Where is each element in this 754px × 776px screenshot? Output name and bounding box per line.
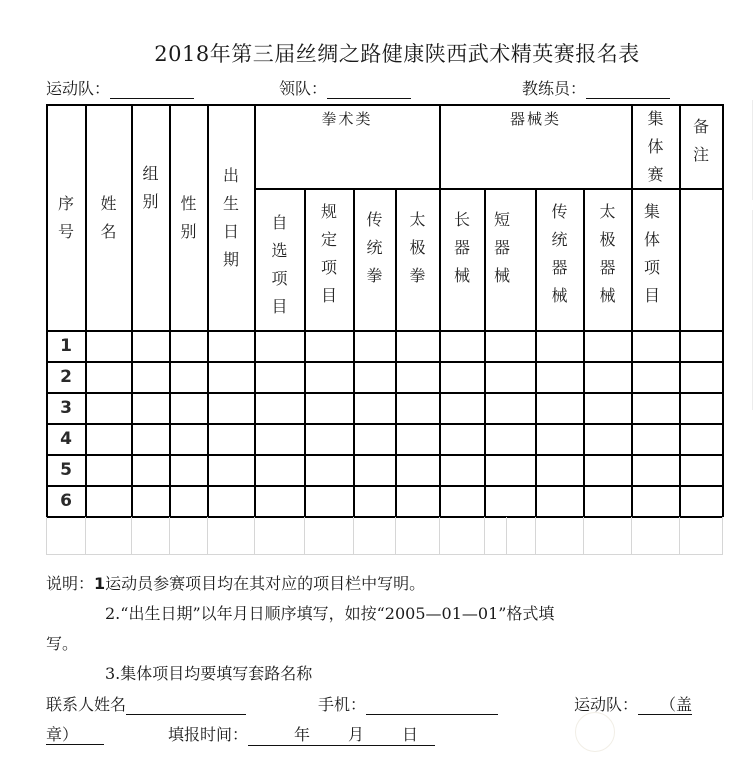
team-input[interactable] <box>110 82 194 99</box>
row-number: 1 <box>60 336 72 356</box>
header-boxing-group: 拳术类 <box>321 110 373 128</box>
gridline <box>254 517 255 554</box>
team-seal-label: 运动队： <box>574 695 639 714</box>
gridline <box>207 517 208 554</box>
header-char: 械 <box>493 265 510 285</box>
header-char: 别 <box>180 221 197 241</box>
date-label: 填报时间： <box>168 725 249 744</box>
team-field <box>46 76 194 99</box>
header-char: 序 <box>57 193 74 213</box>
header-freestyle <box>255 189 304 330</box>
gridline <box>679 517 680 554</box>
header-char: 器 <box>551 257 568 277</box>
contact-input[interactable] <box>126 698 246 715</box>
gridline <box>131 517 132 554</box>
header-char: 械 <box>599 285 616 305</box>
header-char: 姓 <box>100 193 117 213</box>
header-char: 期 <box>222 249 239 269</box>
header-team-event-group <box>632 105 679 188</box>
header-char: 体 <box>647 136 664 156</box>
header-char: 统 <box>366 237 383 257</box>
gridline <box>535 517 536 554</box>
header-char: 传 <box>366 209 383 229</box>
note-1-text: 运动员参赛项目均在其对应的项目栏中写明。 <box>105 574 426 593</box>
header-remarks <box>680 105 722 188</box>
row-number: 5 <box>60 460 72 480</box>
contact-field <box>46 692 246 715</box>
header-char: 械 <box>453 265 470 285</box>
header-name <box>86 105 131 330</box>
table-border-bottom <box>46 516 723 518</box>
row-number: 3 <box>60 398 72 418</box>
header-traditional-weapon <box>536 189 583 330</box>
header-char: 统 <box>551 229 568 249</box>
header-long-weapon <box>440 189 484 330</box>
phone-field <box>318 692 498 715</box>
header-char: 目 <box>643 285 660 305</box>
gridline <box>169 517 170 554</box>
row-line <box>46 361 723 363</box>
leader-field <box>279 76 411 99</box>
note-1 <box>46 571 425 594</box>
header-char: 组 <box>142 163 159 183</box>
header-char: 目 <box>320 285 337 305</box>
gridline <box>395 517 396 554</box>
day-label: 日 <box>402 725 419 744</box>
row-number: 6 <box>60 491 72 511</box>
note-prefix: 说明： <box>46 574 95 593</box>
header-compulsory <box>305 189 353 330</box>
header-char: 注 <box>692 145 709 164</box>
note-2: 2.“出生日期”以年月日顺序填写，如按“2005—01—01”格式填 <box>105 604 555 623</box>
header-char: 项 <box>320 257 337 277</box>
phone-input[interactable] <box>366 698 498 715</box>
gridline <box>353 517 354 554</box>
header-char: 长 <box>453 209 470 229</box>
row-line <box>46 392 723 394</box>
gridline <box>583 517 584 554</box>
seal-close-field <box>46 722 104 745</box>
coach-field <box>522 76 670 99</box>
table-border-right <box>722 104 724 517</box>
gridline <box>85 517 86 554</box>
team-label: 运动队： <box>46 79 111 98</box>
leader-label: 领队： <box>279 79 328 98</box>
leader-input[interactable] <box>327 82 411 99</box>
gridline <box>506 517 507 554</box>
header-char: 出 <box>222 165 239 185</box>
row-number: 4 <box>60 429 72 449</box>
seal-open[interactable]: （盖 <box>638 695 692 715</box>
header-char: 规 <box>320 201 337 221</box>
header-char: 别 <box>142 191 159 211</box>
date-input[interactable] <box>248 722 435 746</box>
header-char: 号 <box>57 221 74 241</box>
year-label: 年 <box>294 725 311 744</box>
header-traditional-boxing <box>354 189 395 330</box>
note-2-continued: 写。 <box>46 634 79 653</box>
header-team-event <box>632 189 672 330</box>
header-char: 器 <box>453 237 470 257</box>
header-char: 极 <box>599 229 616 249</box>
header-birthdate <box>208 105 254 330</box>
header-char: 生 <box>222 193 239 213</box>
header-char: 短 <box>493 209 510 229</box>
month-label: 月 <box>348 725 365 744</box>
header-char: 备 <box>692 117 709 136</box>
header-char: 赛 <box>647 164 664 184</box>
header-gender <box>170 105 207 330</box>
header-char: 选 <box>271 240 288 260</box>
header-char: 器 <box>493 237 510 257</box>
header-char: 太 <box>599 201 616 221</box>
header-taichi-boxing <box>396 189 439 330</box>
header-char: 械 <box>551 285 568 305</box>
header-char: 太 <box>409 209 426 229</box>
gridline <box>722 517 723 554</box>
page-edge <box>752 100 753 200</box>
header-char: 目 <box>271 296 288 316</box>
header-char: 器 <box>599 257 616 277</box>
row-number: 2 <box>60 367 72 387</box>
gridline <box>46 517 47 554</box>
header-short-weapon <box>485 189 519 330</box>
coach-label: 教练员： <box>522 79 587 98</box>
header-char: 性 <box>180 193 197 213</box>
header-weapon-group: 器械类 <box>509 110 561 128</box>
header-char: 定 <box>320 229 337 249</box>
phone-label: 手机： <box>318 695 367 714</box>
coach-input[interactable] <box>586 82 670 99</box>
form-title: 2018年第三届丝绸之路健康陕西武术精英赛报名表 <box>154 42 640 66</box>
header-char: 项 <box>643 257 660 277</box>
note-1-number: 1 <box>94 574 106 593</box>
header-char: 日 <box>222 221 239 241</box>
gridline <box>304 517 305 554</box>
header-seq <box>47 105 85 330</box>
header-char: 集 <box>647 108 664 128</box>
header-char: 项 <box>271 268 288 288</box>
gridline <box>484 517 485 554</box>
date-field <box>168 722 435 746</box>
header-bottom <box>46 330 723 332</box>
gridline <box>46 554 723 555</box>
gridline <box>439 517 440 554</box>
row-line <box>46 423 723 425</box>
seal-close[interactable]: 章） <box>46 725 104 745</box>
header-char: 集 <box>643 201 660 221</box>
row-line <box>46 485 723 487</box>
row-line <box>46 454 723 456</box>
header-char: 拳 <box>409 265 426 285</box>
header-taichi-weapon <box>584 189 631 330</box>
header-char: 体 <box>643 229 660 249</box>
header-char: 传 <box>551 201 568 221</box>
header-char: 名 <box>100 221 117 241</box>
header-char: 极 <box>409 237 426 257</box>
header-group <box>132 105 169 270</box>
watermark-seal-icon <box>575 712 615 752</box>
header-char: 拳 <box>366 265 383 285</box>
note-3: 3.集体项目均要填写套路名称 <box>105 664 313 683</box>
header-char: 自 <box>271 212 288 232</box>
contact-label: 联系人姓名 <box>46 695 127 714</box>
page-edge <box>752 210 753 410</box>
gridline <box>631 517 632 554</box>
